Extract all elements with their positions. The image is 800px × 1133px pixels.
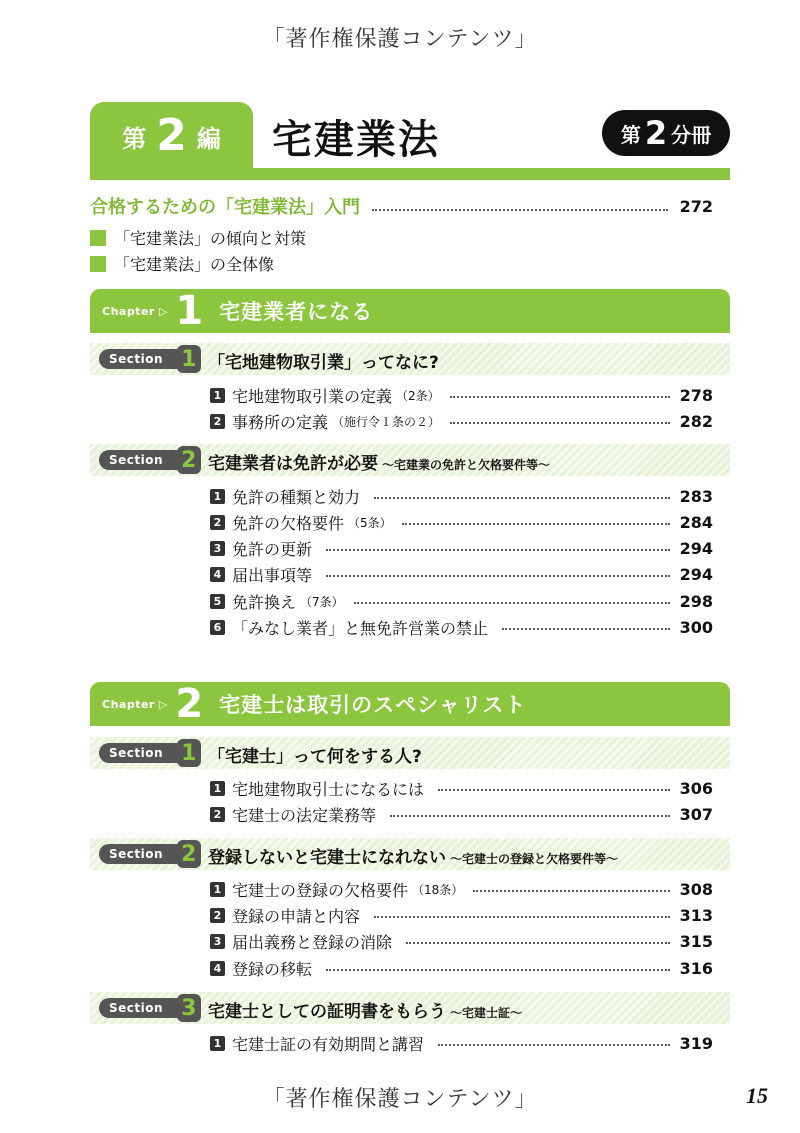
leader-dots: [402, 523, 670, 525]
leader-dots: [406, 942, 670, 944]
intro-entry[interactable]: [90, 194, 713, 218]
section-number: 2: [177, 446, 201, 474]
section-number: 3: [177, 994, 201, 1022]
section-title-wrap: [208, 843, 618, 868]
volume-prefix: 第: [620, 122, 641, 147]
part-rule: [90, 168, 730, 180]
chapter-number: 2: [175, 681, 204, 727]
item-number-badge: 1: [210, 1036, 225, 1051]
section-title: 宅建業者は免許が必要: [208, 454, 378, 474]
part-header: [90, 102, 730, 180]
chapter-arrow-icon: ▷: [158, 697, 168, 711]
section-header[interactable]: [90, 343, 730, 375]
section-title-wrap: [208, 449, 550, 474]
item-page: 282: [679, 411, 713, 431]
toc-item[interactable]: [210, 537, 713, 559]
section-subtitle: ～宅建士の登録と欠格要件等～: [450, 852, 619, 866]
item-number-badge: 6: [210, 620, 225, 635]
intro-bullet[interactable]: [90, 252, 274, 275]
item-number-badge: 4: [210, 961, 225, 976]
item-note: （2条）: [396, 388, 440, 403]
item-number-badge: 3: [210, 541, 225, 556]
toc-item[interactable]: [210, 777, 713, 799]
intro-page: 272: [679, 196, 713, 216]
watermark-top: 「著作権保護コンテンツ」: [262, 27, 538, 52]
item-page: 298: [679, 591, 713, 611]
item-text: 免許換え: [232, 592, 297, 612]
page-number: 15: [746, 1083, 768, 1108]
section-badge: [99, 346, 197, 372]
item-note: （7条）: [300, 594, 344, 609]
item-number-badge: 2: [210, 908, 225, 923]
volume-number: 2: [644, 114, 668, 152]
item-page: 313: [679, 905, 713, 925]
item-page: 316: [679, 958, 713, 978]
section-number: 1: [177, 739, 201, 767]
part-number: 2: [156, 110, 187, 161]
section-badge: [99, 447, 197, 473]
section-label: Section: [109, 746, 164, 760]
toc-item[interactable]: [210, 1032, 713, 1054]
item-number-badge: 1: [210, 489, 225, 504]
item-text: 登録の申請と内容: [232, 906, 361, 926]
leader-dots: [502, 628, 670, 630]
item-text: 免許の欠格要件: [232, 513, 345, 533]
item-page: 283: [679, 486, 713, 506]
part-title: 宅建業法: [272, 117, 440, 163]
green-square-icon: [90, 256, 106, 272]
item-page: 315: [679, 931, 713, 951]
leader-dots: [374, 497, 670, 499]
item-number-badge: 1: [210, 882, 225, 897]
section-label: Section: [109, 352, 164, 366]
section-badge: [99, 841, 197, 867]
section-subtitle: ～宅建士証～: [450, 1006, 523, 1020]
section-title: 登録しないと宅建士になれない: [208, 848, 446, 868]
chapter-header[interactable]: [90, 682, 730, 726]
section-number: 2: [177, 840, 201, 868]
item-number-badge: 2: [210, 807, 225, 822]
green-square-icon: [90, 230, 106, 246]
toc-item[interactable]: [210, 384, 713, 406]
leader-dots: [450, 422, 670, 424]
item-page: 294: [679, 538, 713, 558]
section-header[interactable]: [90, 838, 730, 870]
item-text: 届出義務と登録の消除: [232, 932, 393, 952]
leader-dots: [326, 969, 670, 971]
section-title: 「宅建士」って何をする人?: [208, 747, 422, 767]
toc-item[interactable]: [210, 803, 713, 825]
item-page: 294: [679, 564, 713, 584]
leader-dots: [438, 789, 670, 791]
chapter-arrow-icon: ▷: [158, 304, 168, 318]
leader-dots: [438, 1044, 670, 1046]
toc-item[interactable]: [210, 616, 713, 638]
item-number-badge: 5: [210, 594, 225, 609]
item-text: 宅建士の登録の欠格要件: [232, 880, 409, 900]
section-number: 1: [177, 345, 201, 373]
leader-dots: [372, 209, 668, 211]
toc-item[interactable]: [210, 563, 713, 585]
leader-dots: [374, 916, 670, 918]
chapter-title: 宅建士は取引のスペシャリスト: [219, 693, 527, 717]
intro-bullet-label: 「宅建業法」の傾向と対策: [114, 229, 307, 248]
item-page: 284: [679, 512, 713, 532]
section-header[interactable]: [90, 992, 730, 1024]
leader-dots: [326, 549, 670, 551]
section-header[interactable]: [90, 737, 730, 769]
intro-title: 合格するための「宅建業法」入門: [90, 197, 360, 218]
section-title: 宅建士としての証明書をもらう: [208, 1002, 446, 1022]
item-note: （施行令１条の２）: [332, 414, 441, 429]
item-page: 319: [679, 1033, 713, 1053]
intro-bullet[interactable]: [90, 226, 306, 249]
toc-item[interactable]: [210, 485, 713, 507]
item-text: 宅建士の法定業務等: [232, 805, 377, 825]
chapter-label: Chapter: [102, 697, 155, 711]
item-number-badge: 1: [210, 388, 225, 403]
item-number-badge: 2: [210, 515, 225, 530]
toc-item[interactable]: [210, 410, 713, 432]
chapter-number: 1: [175, 288, 204, 334]
part-tab: [90, 102, 253, 170]
item-page: 300: [679, 617, 713, 637]
toc-item[interactable]: [210, 930, 713, 952]
leader-dots: [354, 602, 670, 604]
watermark-bottom: 「著作権保護コンテンツ」: [262, 1087, 538, 1112]
item-page: 278: [679, 385, 713, 405]
part-suffix: 編: [196, 124, 221, 153]
item-page: 308: [679, 879, 713, 899]
section-header[interactable]: [90, 444, 730, 476]
part-prefix: 第: [122, 124, 147, 153]
item-text: 宅地建物取引士になるには: [232, 779, 425, 799]
section-badge: [99, 995, 197, 1021]
section-title-wrap: [208, 742, 422, 767]
toc-item[interactable]: [210, 878, 713, 900]
section-title: 「宅地建物取引業」ってなに?: [208, 353, 439, 373]
section-label: Section: [109, 847, 164, 861]
item-page: 306: [679, 778, 713, 798]
volume-badge: [602, 110, 730, 156]
item-number-badge: 1: [210, 781, 225, 796]
chapter-title: 宅建業者になる: [219, 300, 374, 324]
toc-item[interactable]: [210, 957, 713, 979]
item-text: 登録の移転: [232, 959, 313, 979]
intro-bullet-label: 「宅建業法」の全体像: [114, 255, 275, 274]
chapter-header[interactable]: [90, 289, 730, 333]
leader-dots: [473, 890, 669, 892]
item-text: 届出事項等: [232, 565, 313, 585]
item-text: 宅地建物取引業の定義: [232, 386, 393, 406]
toc-item[interactable]: [210, 904, 713, 926]
section-label: Section: [109, 453, 164, 467]
item-number-badge: 4: [210, 567, 225, 582]
item-text: 宅建士証の有効期間と講習: [232, 1034, 425, 1054]
section-label: Section: [109, 1001, 164, 1015]
section-subtitle: ～宅建業の免許と欠格要件等～: [382, 458, 551, 472]
item-text: 事務所の定義: [232, 412, 329, 432]
item-text: 免許の種類と効力: [232, 487, 361, 507]
section-badge: [99, 740, 197, 766]
leader-dots: [326, 575, 670, 577]
item-text: 「みなし業者」と無免許営業の禁止: [232, 618, 489, 638]
item-page: 307: [679, 804, 713, 824]
item-number-badge: 2: [210, 414, 225, 429]
chapter-label: Chapter: [102, 304, 155, 318]
volume-suffix: 分冊: [671, 122, 712, 147]
item-note: （18条）: [412, 882, 464, 897]
section-title-wrap: [208, 997, 522, 1022]
item-note: （5条）: [348, 515, 392, 530]
item-text: 免許の更新: [232, 539, 313, 559]
leader-dots: [390, 815, 670, 817]
toc-item[interactable]: [210, 590, 713, 612]
item-number-badge: 3: [210, 934, 225, 949]
toc-item[interactable]: [210, 511, 713, 533]
leader-dots: [450, 396, 670, 398]
section-title-wrap: [208, 348, 439, 373]
